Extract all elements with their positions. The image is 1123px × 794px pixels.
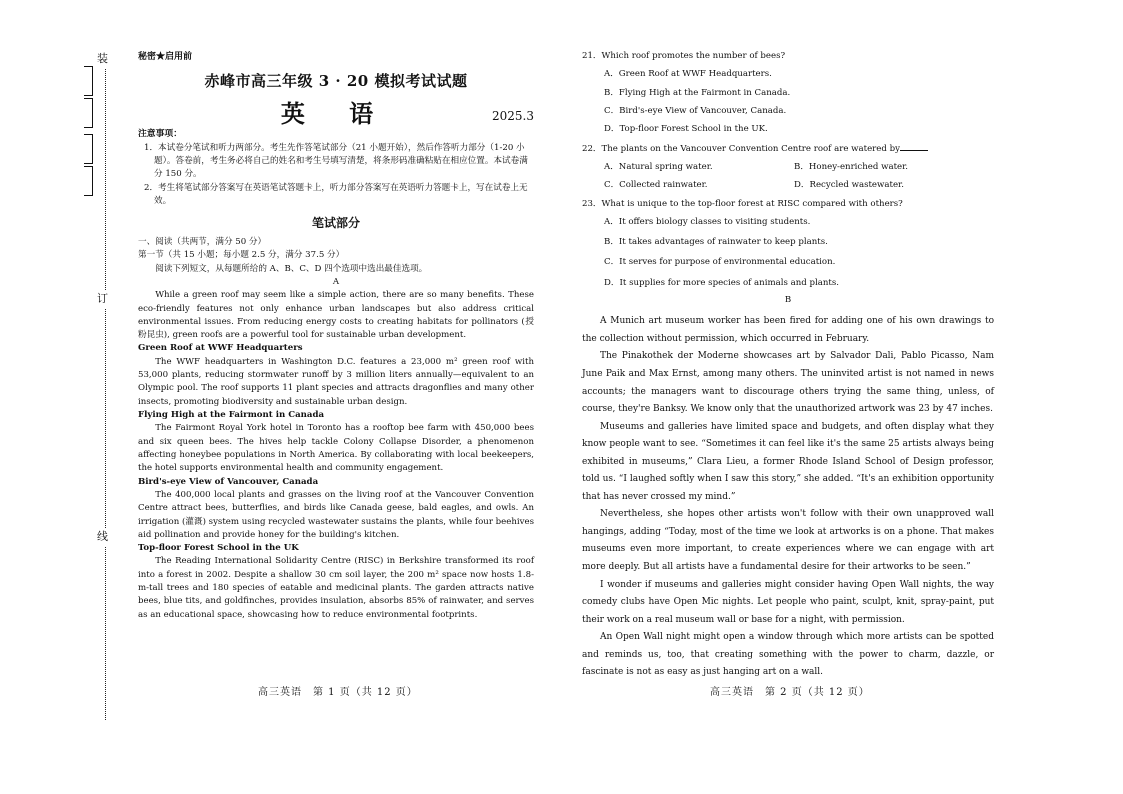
question-23-option: A．It offers biology classes to visiting students.	[604, 216, 811, 227]
passage-b-paragraph: An Open Wall night might open a window through which more artists can be spotted and reminds us, too, that creating something with the power to charm, dazzle, or fascinate is not as easy as just hanging art on a wall.	[582, 632, 994, 678]
reading-instruction: 阅读下列短文，从每题所给的 A、B、C、D 四个选项中选出最佳选项。	[155, 263, 428, 274]
question-21-option: D．Top-floor Forest School in the UK.	[604, 124, 768, 135]
notice-item: 2．考生将笔试部分答案写在英语笔试答题卡上，听力部分答案写在英语听力答题卡上，写在试卷上无效。	[144, 182, 528, 207]
question-22-stem: 22．The plants on the Vancouver Convention Centre roof are watered by	[582, 143, 900, 154]
passage-b-label: B	[784, 295, 792, 306]
question-22-options-row	[582, 179, 994, 192]
binding-bracket	[84, 66, 93, 96]
page-footer-2: 高三英语 第 2 页（共 12 页）	[710, 687, 870, 698]
question-21-option: B．Flying High at the Fairmont in Canada.	[604, 87, 791, 98]
page-2	[582, 48, 994, 748]
question-23-option: D．It supplies for more species of animals and plants.	[604, 277, 840, 288]
subject-title: 英 语	[280, 99, 392, 129]
section-text: The Reading International Solidarity Centre (RISC) in Berkshire transformed its roof into a forest in 2002. Despite a shallow 30 cm soil layer, the 200 m² space now hosts 1.8-m-tall trees and 180 species of eatable and medicinal plants. The garden attracts native bees, blue tits, and goldfinches, provides insulation, absorbs 85% of rainwater, and serves as an educational space, showcasing how to reduce environmental footprints.	[138, 556, 534, 620]
question-22-option: C．Collected rainwater.	[604, 180, 708, 191]
passage-b-paragraph: The Pinakothek der Moderne showcases art by Salvador Dali, Pablo Picasso, Nam June Paik and Max Ernst, among many others. The uninvited artist is not named in news accounts; the managers want to discourage others trying the same thing, unless, of course, they're Banksy. We know only that the unauthorized artwork was 23 by 47 inches.	[582, 351, 994, 415]
passage-b-paragraph: I wonder if museums and galleries might consider having Open Wall nights, the way comedy clubs have Open Mic nights. Let people who paint, sculpt, knit, spray-paint, put their work on a real museum wall or base for a night, with permission.	[582, 579, 994, 625]
notice-item: 1．本试卷分笔试和听力两部分。考生先作答笔试部分（21 小题开始），然后作答听力部分（1-20 小题）。答卷前，考生务必将自己的姓名和考生号填写清楚，将条形码准确粘贴在相应位置。本试卷满分 150 分。	[144, 142, 528, 180]
binding-char-xian: 线	[97, 528, 108, 546]
question-21-option: A．Green Roof at WWF Headquarters.	[604, 69, 772, 80]
question-22	[582, 142, 994, 156]
question-23-option: B．It takes advantages of rainwater to keep plants.	[604, 237, 828, 248]
answer-blank	[900, 142, 928, 151]
binding-bracket	[84, 98, 93, 128]
passage-b-paragraph: Nevertheless, she hopes other artists won't follow with their own unapproved wall hangings, adding “Today, most of the time we look at artworks is on a phone. That makes museums even more important, to create experiences where we can engage with art more deeply. But all artists have a fundamental desire for their artworks to be seen.”	[582, 509, 994, 573]
question-22-options-row	[582, 161, 994, 174]
binding-char-ding: 订	[97, 290, 108, 308]
passage-a-intro: While a green roof may seem like a simple action, there are so many benefits. These eco-friendly features not only enhance urban landscapes but also address critical environmental issues. From reducing energy costs to creating habitats for pollinators (授粉昆虫), green roofs are a powerful tool for sustainable urban development.	[138, 290, 534, 341]
question-22-option: D．Recycled wastewater.	[794, 180, 904, 191]
secret-label: 秘密★启用前	[138, 52, 193, 62]
section-text: The 400,000 local plants and grasses on the living roof at the Vancouver Convention Centre attract bees, butterflies, and birds like Canada geese, bald eagles, and owls. An irrigation (灌溉) system using recycled wastewater sustains the plants, while four beehives aid pollination and provide honey for the building's kitchen.	[138, 489, 534, 540]
section-text: The Fairmont Royal York hotel in Toronto has a rooftop bee farm with 450,000 bees and six queen bees. The hives help tackle Colony Collapse Disorder, a phenomenon affecting honeybee populations in North America. By collaborating with local beekeepers, the hotel supports environmental health and community engagement.	[138, 423, 534, 474]
page-footer-1: 高三英语 第 1 页（共 12 页）	[258, 687, 418, 698]
binding-bracket	[84, 134, 93, 164]
question-21-option: C．Bird's-eye View of Vancouver, Canada.	[604, 105, 787, 116]
notice-heading: 注意事项：	[138, 129, 182, 140]
page-1	[138, 48, 534, 748]
section-heading: Bird's-eye View of Vancouver, Canada	[138, 476, 319, 487]
question-22-option: A．Natural spring water.	[604, 161, 713, 172]
binding-bracket	[84, 166, 93, 196]
section-heading: Flying High at the Fairmont in Canada	[138, 410, 325, 421]
section-text: The WWF headquarters in Washington D.C. features a 23,000 m² green roof with 53,000 plants, reducing stormwater runoff by 3 million liters annually—equivalent to an Olympic pool. The roof supports 11 plant species and attracts dragonflies and many other insects, promoting biodiversity and sustainable urban design.	[138, 356, 534, 407]
binding-dotted-line	[105, 50, 106, 720]
question-23-stem: 23．What is unique to the top-floor forest at RISC compared with others?	[582, 198, 903, 209]
passage-b-paragraph: A Munich art museum worker has been fired for adding one of his own drawings to the collection without permission, which occurred in February.	[582, 316, 994, 344]
section-heading: Green Roof at WWF Headquarters	[138, 343, 303, 354]
reading-part-heading: 一、阅读（共两节，满分 50 分）	[138, 236, 267, 247]
written-section-heading: 笔试部分	[311, 216, 360, 231]
question-22-option: B．Honey-enriched water.	[794, 161, 909, 172]
binding-char-zhuang: 装	[97, 50, 108, 68]
passage-a-label: A	[332, 276, 340, 287]
binding-margin	[0, 0, 125, 794]
reading-section1-heading: 第一节（共 15 小题；每小题 2.5 分，满分 37.5 分）	[138, 250, 345, 261]
exam-date: 2025.3	[492, 109, 534, 124]
section-heading: Top-floor Forest School in the UK	[138, 543, 299, 554]
exam-title: 赤峰市高三年级 3 · 20 模拟考试试题	[204, 71, 468, 90]
question-21-stem: 21．Which roof promotes the number of bees?	[582, 51, 786, 61]
subject-row	[138, 95, 534, 129]
passage-b-paragraph: Museums and galleries have limited space and budgets, and often display what they know people want to see. “Sometimes it can feel like it's the same 25 artists always being exhibited in museums,” Clara Lieu, a former Rhode Island School of Design professor, told us. “I laughed softly when I saw this story,” she added. “It's an exhibition opportunity that has never crossed my mind.”	[582, 421, 994, 502]
question-23-option: C．It serves for purpose of environmental education.	[604, 257, 836, 268]
